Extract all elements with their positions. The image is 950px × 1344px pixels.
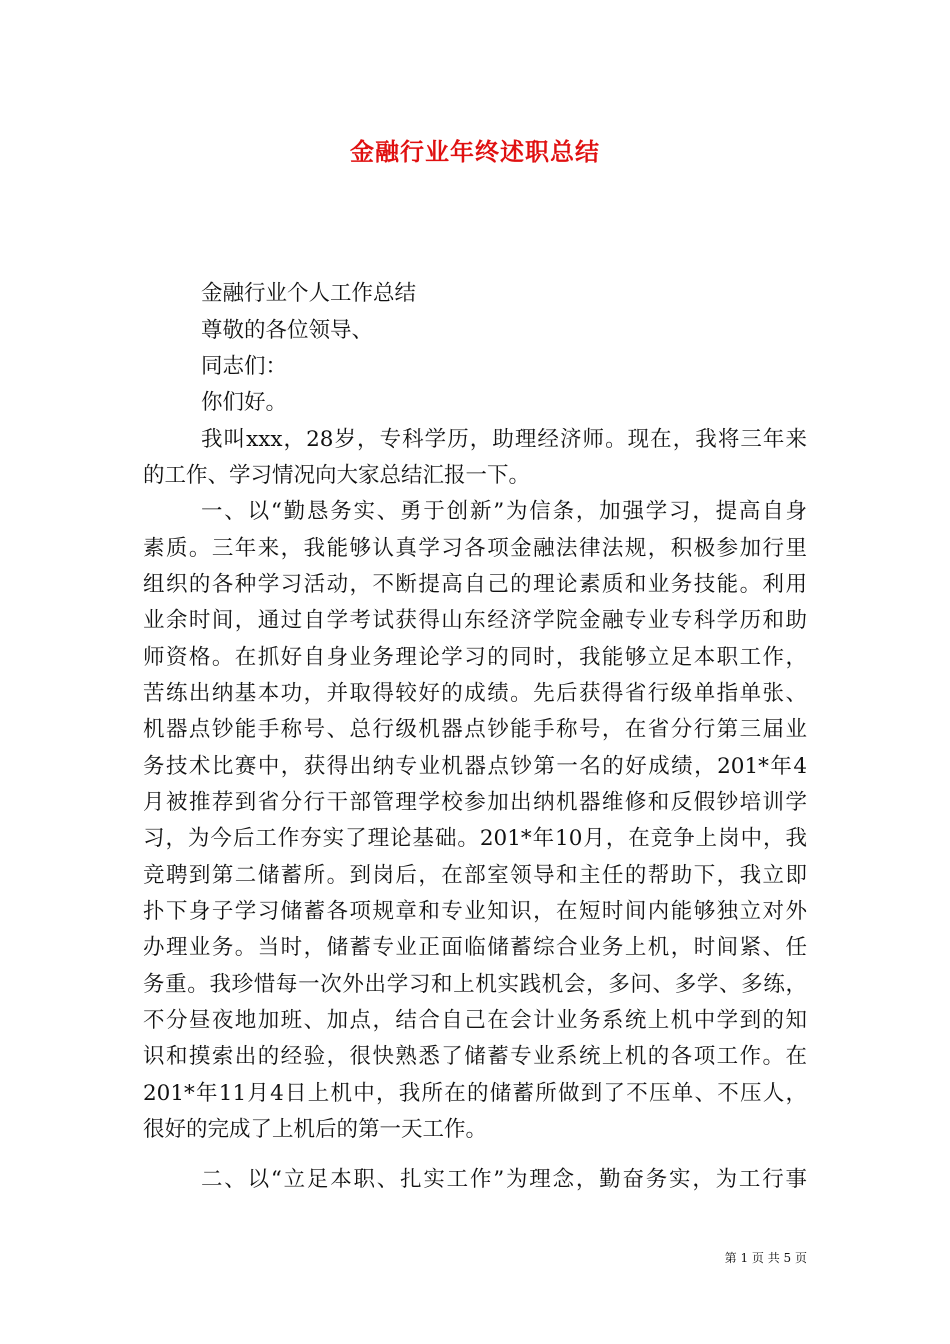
text-line: 不分昼夜地加班、加点，结合自己在会计业务系统上机中学到的知: [143, 1008, 807, 1033]
page-footer: 第 1 页 共 5 页: [724, 1251, 807, 1265]
text-line: 你们好。: [201, 390, 288, 415]
text-line: 二、以“立足本职、扎实工作”为理念，勤奋务实，为工行事: [201, 1167, 807, 1192]
text-line: 的工作、学习情况向大家总结汇报一下。: [143, 463, 531, 488]
text-line: 识和摸索出的经验，很快熟悉了储蓄专业系统上机的各项工作。在: [143, 1044, 807, 1069]
text-line: 素质。三年来，我能够认真学习各项金融法律法规，积极参加行里: [143, 536, 807, 561]
text-line: 很好的完成了上机后的第一天工作。: [143, 1117, 488, 1142]
text-line: 机器点钞能手称号、总行级机器点钞能手称号，在省分行第三届业: [143, 717, 807, 742]
text-line: 竞聘到第二储蓄所。到岗后，在部室领导和主任的帮助下，我立即: [143, 863, 807, 888]
text-line: 金融行业个人工作总结: [201, 281, 417, 306]
text-line: 一、以“勤恳务实、勇于创新”为信条，加强学习，提高自身: [201, 499, 807, 524]
text-line: 同志们：: [201, 354, 288, 379]
text-line: 务技术比赛中，获得出纳专业机器点钞第一名的好成绩，201*年4: [143, 754, 807, 779]
text-line: 组织的各种学习活动，不断提高自己的理论素质和业务技能。利用: [143, 572, 807, 597]
document-title: 金融行业年终述职总结: [350, 137, 600, 166]
text-line: 务重。我珍惜每一次外出学习和上机实践机会，多问、多学、多练，: [143, 972, 807, 997]
text-line: 尊敬的各位领导、: [201, 318, 374, 343]
text-line: 月被推荐到省分行干部管理学校参加出纳机器维修和反假钞培训学: [143, 790, 807, 815]
text-line: 扑下身子学习储蓄各项规章和专业知识，在短时间内能够独立对外: [143, 899, 807, 924]
text-line: 师资格。在抓好自身业务理论学习的同时，我能够立足本职工作，: [143, 645, 807, 670]
text-line: 办理业务。当时，储蓄专业正面临储蓄综合业务上机，时间紧、任: [143, 935, 807, 960]
text-line: 习，为今后工作夯实了理论基础。201*年10月，在竞争上岗中，我: [143, 826, 807, 851]
text-line: 201*年11月4日上机中，我所在的储蓄所做到了不压单、不压人，: [143, 1081, 807, 1106]
text-line: 苦练出纳基本功，并取得较好的成绩。先后获得省行级单指单张、: [143, 681, 807, 706]
text-line: 我叫xxx，28岁，专科学历，助理经济师。现在，我将三年来: [201, 427, 807, 452]
text-line: 业余时间，通过自学考试获得山东经济学院金融专业专科学历和助: [143, 608, 807, 633]
